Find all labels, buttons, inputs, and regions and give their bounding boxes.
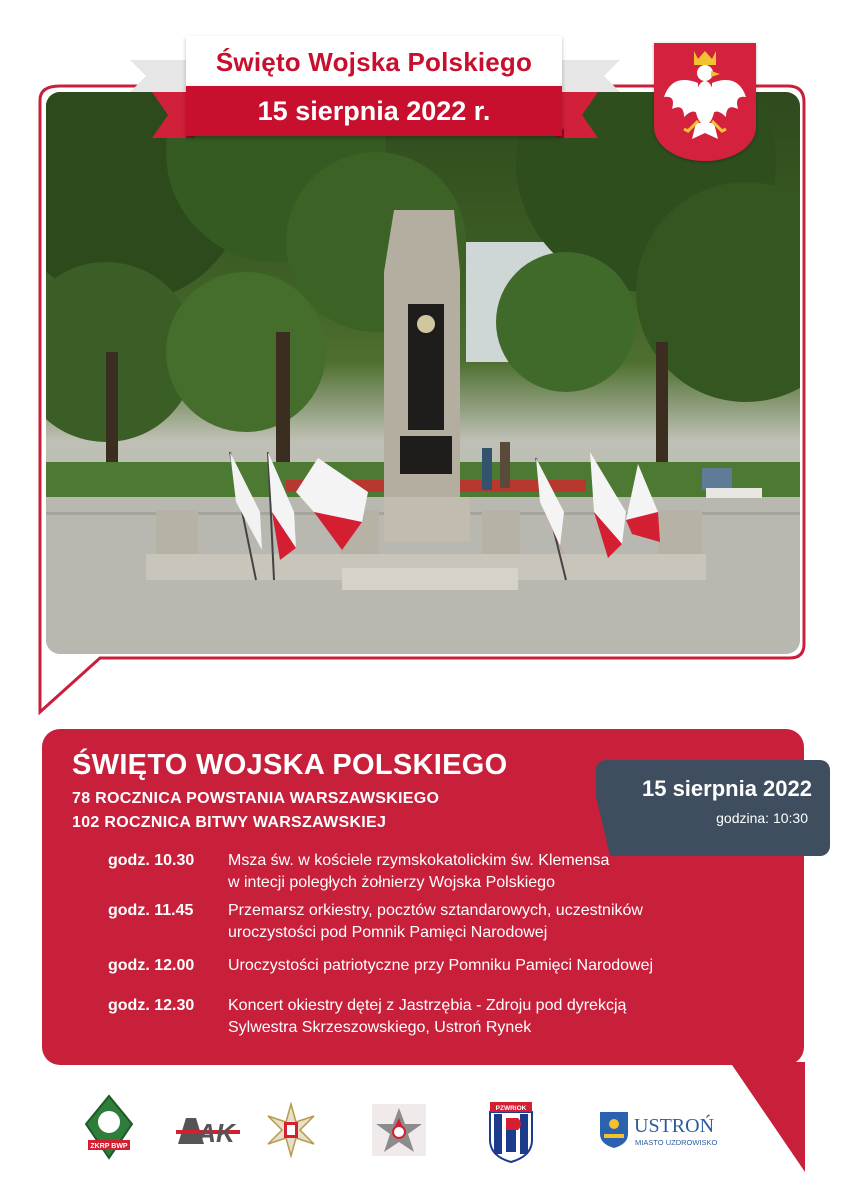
military-cross-logo [262,1102,320,1158]
header-title: Święto Wojska Polskiego [186,36,562,88]
schedule-description: Msza św. w kościele rzymskokatolickim św. Klemensa [228,852,610,869]
program-title: ŚWIĘTO WOJSKA POLSKIEGO [72,749,508,781]
schedule-description: Sylwestra Skrzeszowskiego, Ustroń Rynek [228,1019,532,1036]
pzwrok-logo [488,1100,534,1164]
schedule-description: w intecji poległych żołnierzy Wojska Polskiego [228,874,555,891]
ustron-logo-name: USTROŃ [634,1115,715,1137]
schedule-description: Koncert okiestry dętej z Jastrzębia - Zdroju pod dyrekcją [228,997,627,1014]
schedule-description: uroczystości pod Pomnik Pamięci Narodowej [228,924,548,941]
event-date: 15 sierpnia 2022 [641,776,812,801]
program-subtitle-uprising: 78 ROCZNICA POWSTANIA WARSZAWSKIEGO [72,790,440,807]
schedule-time: godz. 10.30 [108,852,195,869]
program-subtitle-battle: 102 ROCZNICA BITWY WARSZAWSKIEJ [72,814,387,831]
ak-logo-text: AK [197,1118,235,1146]
schedule-time: godz. 11.45 [108,902,194,919]
veterans-cross-logo [372,1104,426,1156]
date-box [596,760,830,856]
armia-krajowa-logo [176,1116,240,1146]
zkrp-logo-text: ZKRP BWP [90,1143,128,1150]
schedule-description: Przemarsz orkiestry, pocztów sztandarowych, uczestników [228,902,643,919]
schedule-time: godz. 12.00 [108,957,195,974]
ustron-logo [598,1110,748,1150]
ustron-logo-subtitle: MIASTO UZDROWISKO [635,1138,718,1147]
header-date: 15 sierpnia 2022 r. [186,86,562,136]
pzwrok-logo-text: PZWRiOK [495,1105,527,1112]
zkrp-bwp-logo [82,1094,136,1162]
schedule-time: godz. 12.30 [108,997,195,1014]
event-time: godzina: 10:30 [716,810,808,826]
schedule-description: Uroczystości patriotyczne przy Pomniku Pamięci Narodowej [228,957,654,974]
